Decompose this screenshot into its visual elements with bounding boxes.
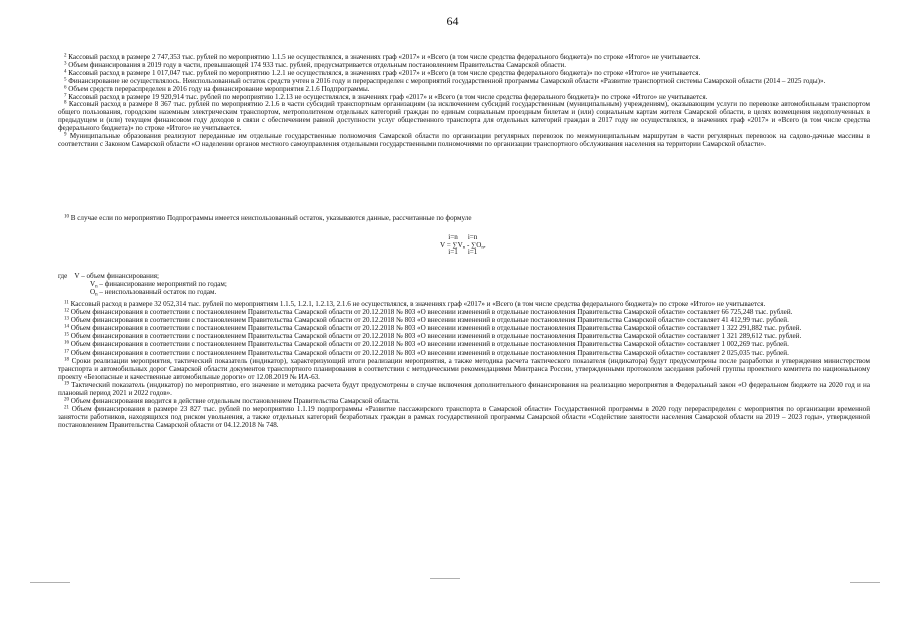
footnote-17: $^{17}$ Объем финансирования в соответствии с постановлением Правительства Самарской области от 20.12.2018 № 803 «О внесении изменений в отдельные постановления Правительства Самарской области» составляет 2 025,035 тыс. рублей. [64, 348, 789, 357]
formula-upper-limits: i=n i=n [448, 233, 478, 241]
formula-expression: $V = \sum V_n - \sum O_n$, [440, 240, 486, 250]
scan-mark [30, 582, 70, 583]
scan-mark [850, 582, 880, 583]
footnote-15: $^{15}$ Объем финансирования в соответствии с постановлением Правительства Самарской области от 20.12.2018 № 803 «О внесении изменений в отдельные постановления Правительства Самарской области» составляет 1 321 289,612 тыс. рублей. [64, 332, 802, 341]
footnote-19: $^{19}$ Тактический показатель (индикатор) по мероприятию, его значение и методика расчета будут предусмотрены в случае включения дополнительного финансирования на реализацию мероприятия в Федеральный закон «О федеральном бюджете на 2020 год и на плановый период 2021 и 2022 годов». [58, 380, 870, 398]
footnote-12: $^{12}$ Объем финансирования в соответствии с постановлением Правительства Самарской области от 20.12.2018 № 803 «О внесении изменений в отдельные постановления Правительства Самарской области» составляет 66 725,248 тыс. рублей. [64, 308, 793, 317]
footnote-6: $^6$ Объем средств перераспределен в 2016 году на финансирование мероприятия 2.1.6 Подпрограммы. [64, 84, 370, 93]
formula [440, 234, 486, 257]
footnote-13: $^{13}$ Объем финансирования в соответствии с постановлением Правительства Самарской области от 20.12.2018 № 803 «О внесении изменений в отдельные постановления Правительства Самарской области» составляет 41 412,99 тыс. рублей. [64, 316, 789, 325]
scan-mark [430, 578, 460, 579]
page-number: 64 [446, 14, 459, 28]
footnote-8: $^8$ Кассовый расход в размере 8 367 тыс. рублей по мероприятию 2.1.6 в части субсидий транспортным организациям (за исключением субсидий государственным (муниципальным) учреждениям), оказывающим услуги по перевозке автомобильным транспортом общего пользования, городским наземным электрическим транспортом, метрополитеном отдельных категорий граждан по единым социальным проездным билетам и (или) социальным картам жителя Самарской области, в целях возмещения недополученных в предыдущем и (или) текущем финансовом году доходов в связи с обеспечением равной доступности услуг общественного транспорта для отдельных категорий граждан в 2017 году не осуществлялся, в значениях граф «2017» и «Всего (в том числе средства федерального бюджета)» по строке «Итого» не учитывается. [58, 100, 870, 133]
scan-artifacts [0, 576, 905, 596]
formula-lower-limits: i=1 i=1 [448, 248, 478, 256]
footnote-10: $^{10}$ В случае если по мероприятию Подпрограммы имеется неиспользованный остаток, указываются данные, рассчитанные по формуле [64, 214, 472, 222]
formula-legend: где V – объем финансирования; $V_n$ – финансирование мероприятий по годам; $O_n$ – неиспользованный остаток по годам. [58, 272, 227, 298]
footnote-7: $^7$ Кассовый расход в размере 19 920,914 тыс. рублей по мероприятию 1.2.13 не осуществлялся, в значениях граф «2017» и «Всего (в том числе средства федерального бюджета)» по строке «Итого» не учитывается. [64, 92, 708, 101]
footnote-20: $^{20}$ Объем финансирования вводится в действие отдельным постановлением Правительства Самарской области. [64, 397, 400, 406]
footnote-21: $^{21}$ Объем финансирования в размере 23 827 тыс. рублей по мероприятию 1.1.19 подпрограммы «Развитие пассажирского транспорта в Самарской области» Государственной программы в 2020 году перераспределен с мероприятия по организации временной занятости работников, находящихся под риском увольнения, а также отдельных категорий безработных граждан в рамках государственной программы Самарской области «Содействие занятости населения Самарской области на 2019 – 2023 годы», утвержденной постановлением Правительства Самарской области от 04.12.2018 № 748. [58, 405, 871, 430]
footnote-2: $^2$ Кассовый расход в размере 2 747,353 тыс. рублей по мероприятию 1.1.5 не осуществлялся, в значениях граф «2017» и «Всего (в том числе средства федерального бюджета)» по строке «Итого» не учитывается. [64, 53, 701, 61]
footnote-4: $^4$ Кассовый расход в размере 1 017,047 тыс. рублей по мероприятию 1.2.1 не осуществлялся, в значениях граф «2017» и «Всего (в том числе средства федерального бюджета)» по строке «Итого» не учитывается. [64, 68, 701, 77]
footnote-18: $^{18}$ Сроки реализации мероприятия, тактический показатель (индикатор), характеризующий итоги реализации мероприятия, а также методика расчета тактического показателя (индикатора) будут предусмотрены после разработки и утверждения министерством транспорта и автомобильных дорог Самарской области документов транспортного планирования в соответствии с методическими рекомендациями Минтранса России, утвержденными протоколом заседания рабочей группы проектного комитета по национальному проекту «Безопасные и качественные автомобильные дороги» от 12.08.2019 № ИА-63. [58, 356, 870, 381]
footnote-16: $^{16}$ Объем финансирования в соответствии с постановлением Правительства Самарской области от 20.12.2018 № 803 «О внесении изменений в отдельные постановления Правительства Самарской области» составляет 1 002,269 тыс. рублей. [64, 340, 789, 349]
footnotes-bottom [58, 300, 870, 430]
footnote-9: $^9$ Муниципальные образования реализуют переданные им отдельные государственные полномочия Самарской области по организации регулярных перевозок по межмуниципальным маршрутам в части регулярных перевозок на садово-дачные массивы в соответствии с Законом Самарской области «О наделении органов местного самоуправления отдельными государственными полномочиями по организации транспортного обслуживания населения на территории Самарской области». [58, 132, 870, 148]
footnote-11: $^{11}$ Кассовый расход в размере 32 052,314 тыс. рублей по мероприятиям 1.1.5, 1.2.1, 1.2.13, 2.1.6 не осуществлялся, в значениях граф «2017» и «Всего (в том числе средства федерального бюджета)» по строке «Итого» не учитывается. [64, 300, 766, 308]
footnotes-top [58, 54, 870, 149]
footnote-3: $^3$ Объем финансирования в 2019 году в части, превышающей 174 933 тыс. рублей, предусматривается отдельным постановлением Правительства Самарской области. [64, 60, 567, 69]
footnote-14: $^{14}$ Объем финансирования в соответствии с постановлением Правительства Самарской области от 20.12.2018 № 803 «О внесении изменений в отдельные постановления Правительства Самарской области» составляет 1 322 291,882 тыс. рублей. [64, 324, 802, 333]
footnote-5: $^5$ Финансирование не осуществлялось. Неиспользованный остаток средств учтен в 2016 году и перераспределен с мероприятий государственной программы Самарской области «Развитие транспортной системы Самарской области (2014 – 2025 годы)». [64, 76, 826, 85]
